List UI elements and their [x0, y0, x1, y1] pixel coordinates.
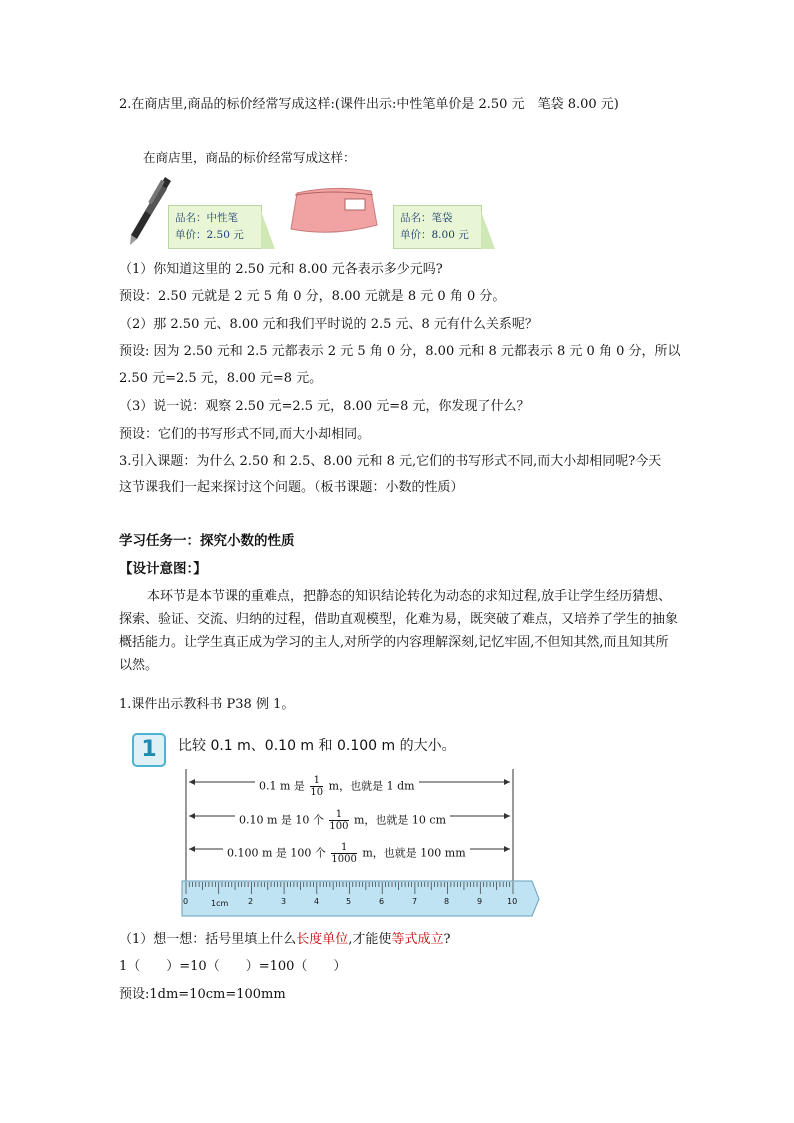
price-tag-case: [393, 205, 482, 249]
think-prefix: （1）想一想：括号里填上什么: [119, 932, 297, 947]
answer-3: 预设：它们的书写形式不同,而大小却相同。: [119, 427, 371, 442]
pencil-case-image: [287, 185, 379, 237]
price-tag-pen: [168, 205, 262, 249]
question-3: （3）说一说：观察 2.50 元=2.5 元，8.00 元=8 元，你发现了什么？: [119, 399, 530, 414]
intro-3-line1: 3.引入课题：为什么 2.50 和 2.5、8.00 元和 8 元,它们的书写形式不同,而大小却相同呢?今天: [119, 454, 662, 469]
ruler-label: 6: [379, 897, 385, 906]
row2-text-a: 0.10 m 是 10 个: [239, 813, 324, 827]
ruler-label: 2: [248, 897, 254, 906]
measure-row-2: [235, 809, 450, 832]
measure-row-1: [255, 775, 419, 798]
ruler-label: 8: [444, 897, 450, 906]
think-mid: ,才能使: [348, 932, 392, 947]
ruler-label: 10: [507, 897, 518, 906]
row1-text-a: 0.1 m 是: [259, 779, 305, 793]
row1-text-b: m，也就是 1 dm: [328, 779, 415, 793]
measure-row-3: [223, 842, 470, 865]
intro-3-line2: 这节课我们一起来探讨这个问题。（板书课题：小数的性质）: [119, 480, 464, 495]
answer-1: 预设：2.50 元就是 2 元 5 角 0 分，8.00 元就是 8 元 0 角 0 分。: [119, 289, 506, 304]
row2-numerator: 1: [329, 809, 348, 821]
pen-image: [125, 175, 173, 247]
row2-fraction: [329, 809, 348, 832]
ruler-labels: [0, 897, 794, 913]
figure-caption: 在商店里，商品的标价经常写成这样：: [143, 150, 356, 165]
row2-text-b: m，也就是 10 cm: [354, 813, 447, 827]
question-2: （2）那 2.50 元、8.00 元和我们平时说的 2.5 元、8 元有什么关系呢？: [119, 317, 538, 332]
row1-fraction: [310, 775, 323, 798]
think-end: ?: [443, 932, 451, 947]
row3-numerator: 1: [331, 842, 356, 854]
row3-text-b: m，也就是 100 mm: [362, 846, 466, 860]
design-text: 本环节是本节课的重难点，把静态的知识结论转化为动态的求知过程,放手让学生经历猜想、探索、验证、交流、归纳的过程，借助直观模型，化难为易，既突破了难点，又培养了学生的抽象概括能力。让学生真正成为学习的主人,对所学的内容理解深刻,记忆牢固,不但知其然,而且知其所以然。: [119, 589, 679, 673]
ruler-unit: 1cm: [211, 899, 229, 908]
ruler-label: 5: [346, 897, 352, 906]
question-1: （1）你知道这里的 2.50 元和 8.00 元各表示多少元吗?: [119, 262, 443, 277]
pen-price: 单价：2.50 元: [175, 229, 244, 241]
example-title: 比较 0.1 m、0.10 m 和 0.100 m 的大小。: [178, 738, 456, 754]
ruler-label: 7: [412, 897, 418, 906]
ruler-label: 3: [281, 897, 287, 906]
row2-denominator: 100: [329, 821, 349, 832]
case-price: 单价：8.00 元: [400, 229, 469, 241]
answer-2-line2: 2.50 元=2.5 元，8.00 元=8 元。: [119, 371, 323, 386]
row1-denominator: 10: [310, 787, 324, 798]
intro-line: 2.在商店里,商品的标价经常写成这样:(课件出示:中性笔单价是 2.50 元 笔袋 8.00 元): [119, 97, 619, 112]
ruler-label: 0: [183, 897, 189, 906]
row3-denominator: 1000: [331, 854, 357, 865]
ruler-label: 4: [314, 897, 320, 906]
step-1: 1.课件出示教科书 P38 例 1。: [119, 697, 295, 712]
blank-equation: 1（ ）=10（ ）=100（ ）: [119, 959, 347, 974]
think-highlight-equation: 等式成立: [391, 932, 444, 947]
row1-numerator: 1: [310, 775, 323, 787]
case-name: 品名：笔袋: [400, 212, 453, 224]
row3-fraction: [331, 842, 356, 865]
design-label: 【设计意图：】: [119, 561, 207, 577]
answer-2-line1: 预设: 因为 2.50 元和 2.5 元都表示 2 元 5 角 0 分，8.00 元和 8 元都表示 8 元 0 角 0 分，所以: [119, 344, 681, 359]
ruler-label: 9: [477, 897, 483, 906]
example-number-badge: 1: [132, 733, 166, 767]
pen-name: 品名：中性笔: [175, 212, 238, 224]
think-highlight-unit: 长度单位: [296, 932, 349, 947]
answer-preset: 预设:1dm=10cm=100mm: [119, 987, 286, 1002]
think-line: [119, 932, 450, 948]
row3-text-a: 0.100 m 是 100 个: [227, 846, 326, 860]
task-heading: 学习任务一：探究小数的性质: [119, 533, 295, 549]
